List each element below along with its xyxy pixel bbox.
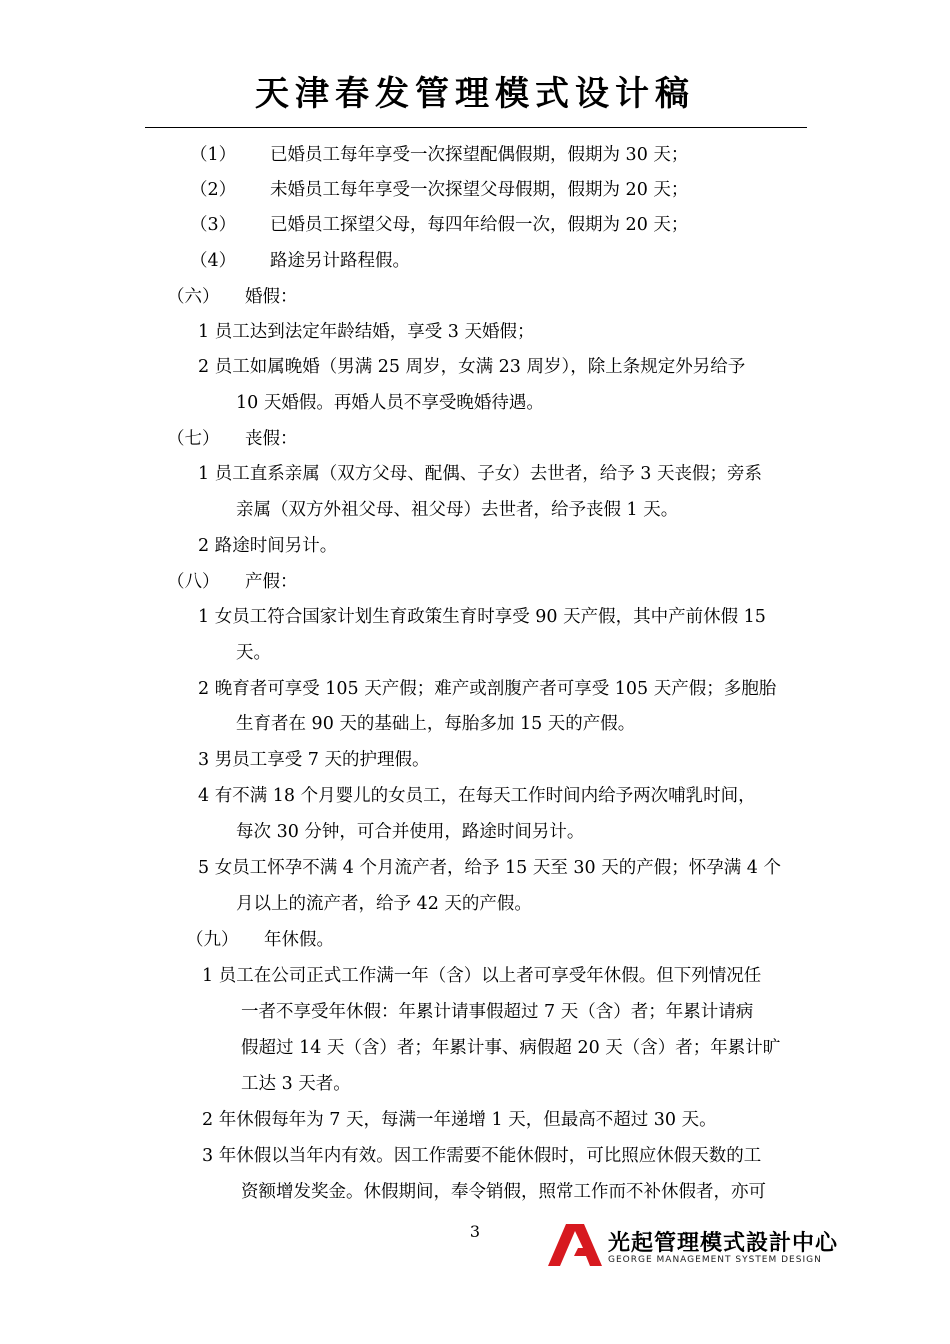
paragraph-line: 2 年休假每年为 7 天，每满一年递增 1 天，但最高不超过 30 天。 — [202, 1110, 717, 1130]
paragraph-line: 10 天婚假。再婚人员不享受晚婚待遇。 — [236, 393, 544, 413]
header-divider — [145, 127, 807, 128]
logo-english-name: GEORGE MANAGEMENT SYSTEM DESIGN — [608, 1255, 822, 1265]
item-text: 已婚员工探望父母，每四年给假一次，假期为 20 天； — [270, 215, 689, 235]
logo-a-icon — [546, 1222, 606, 1268]
page-number: 3 — [469, 1222, 481, 1241]
item-number: （1） — [190, 145, 237, 165]
company-logo — [546, 1222, 839, 1270]
paragraph-line: 1 员工达到法定年龄结婚，享受 3 天婚假； — [198, 322, 535, 342]
section-heading: 婚假： — [245, 287, 298, 307]
item-number: （3） — [190, 215, 237, 235]
paragraph-line: 1 员工直系亲属（双方父母、配偶、子女）去世者，给予 3 天丧假；旁系 — [198, 464, 762, 484]
section-number: （六） — [167, 287, 220, 307]
list-item — [190, 143, 236, 167]
list-item — [190, 249, 236, 273]
paragraph-line: 亲属（双方外祖父母、祖父母）去世者，给予丧假 1 天。 — [236, 500, 679, 520]
paragraph-line: 2 员工如属晚婚（男满 25 周岁，女满 23 周岁），除上条规定外另给予 — [198, 357, 746, 377]
paragraph-line: 1 女员工符合国家计划生育政策生育时享受 90 天产假，其中产前休假 15 — [198, 607, 766, 627]
paragraph-line: 资额增发奖金。休假期间，奉令销假，照常工作而不补休假者，亦可 — [241, 1182, 766, 1202]
paragraph-line: 一者不享受年休假：年累计请事假超过 7 天（含）者；年累计请病 — [241, 1002, 754, 1022]
section-number: （九） — [186, 930, 239, 950]
paragraph-line: 每次 30 分钟，可合并使用，路途时间另计。 — [236, 822, 585, 842]
page-header-title: 天津春发管理模式设计稿 — [255, 74, 695, 114]
paragraph-line: 天。 — [236, 643, 271, 663]
section-heading: 丧假： — [245, 429, 298, 449]
paragraph-line: 2 晚育者可享受 105 天产假；难产或剖腹产者可享受 105 天产假；多胞胎 — [198, 679, 777, 699]
list-item — [190, 178, 236, 202]
item-text: 已婚员工每年享受一次探望配偶假期，假期为 30 天； — [270, 145, 689, 165]
paragraph-line: 3 男员工享受 7 天的护理假。 — [198, 750, 430, 770]
item-text: 路途另计路程假。 — [270, 251, 410, 271]
section-heading: 产假： — [245, 572, 298, 592]
paragraph-line: 生育者在 90 天的基础上，每胎多加 15 天的产假。 — [236, 714, 636, 734]
section-heading: 年休假。 — [264, 930, 334, 950]
paragraph-line: 2 路途时间另计。 — [198, 536, 338, 556]
item-number: （4） — [190, 251, 237, 271]
paragraph-line: 1 员工在公司正式工作满一年（含）以上者可享受年休假。但下列情况任 — [202, 966, 762, 986]
item-text: 未婚员工每年享受一次探望父母假期，假期为 20 天； — [270, 180, 689, 200]
list-item — [190, 213, 236, 237]
paragraph-line: 3 年休假以当年内有效。因工作需要不能休假时，可比照应休假天数的工 — [202, 1146, 762, 1166]
paragraph-line: 4 有不满 18 个月婴儿的女员工，在每天工作时间内给予两次哺乳时间， — [198, 786, 756, 806]
section-number: （七） — [167, 429, 220, 449]
item-number: （2） — [190, 180, 237, 200]
paragraph-line: 月以上的流产者，给予 42 天的产假。 — [236, 894, 532, 914]
section-number: （八） — [167, 572, 220, 592]
logo-chinese-name: 光起管理模式設計中心 — [608, 1231, 839, 1256]
paragraph-line: 工达 3 天者。 — [241, 1074, 351, 1094]
paragraph-line: 5 女员工怀孕不满 4 个月流产者，给予 15 天至 30 天的产假；怀孕满 4 个 — [198, 858, 782, 878]
paragraph-line: 假超过 14 天（含）者；年累计事、病假超 20 天（含）者；年累计旷 — [241, 1038, 781, 1058]
